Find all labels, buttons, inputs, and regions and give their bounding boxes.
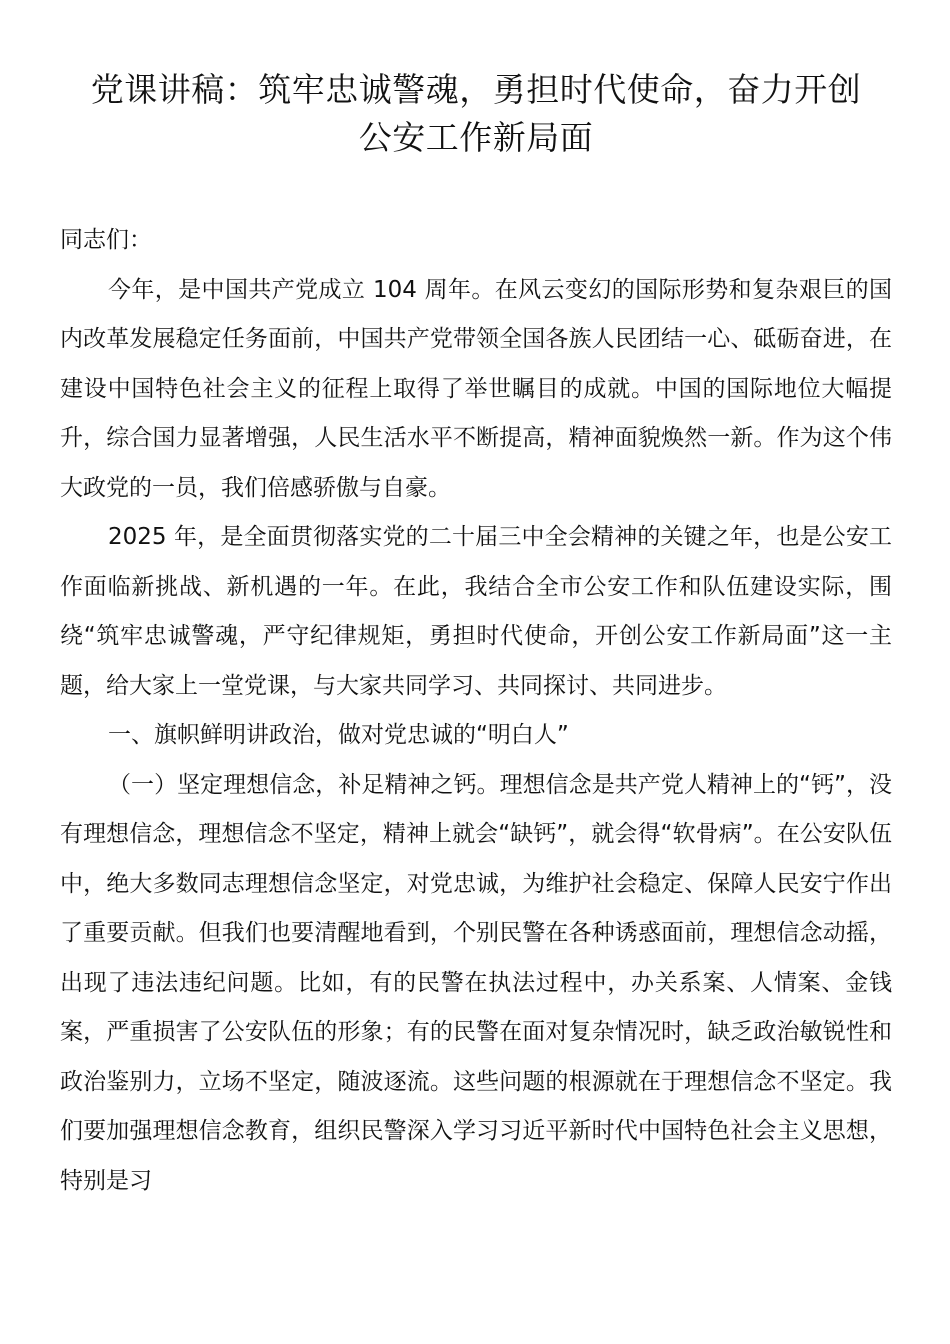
document-body	[60, 216, 892, 1206]
title-line-1: 党课讲稿：筑牢忠诚警魂，勇担时代使命，奋力开创	[90, 70, 862, 109]
paragraph-2: 2025 年，是全面贯彻落实党的二十届三中全会精神的关键之年，也是公安工作面临新挑战、新机遇的一年。在此，我结合全市公安工作和队伍建设实际，围绕“筑牢忠诚警魂，严守纪律规矩，勇担时代使命，开创公安工作新局面”这一主题，给大家上一堂党课，与大家共同学习、共同探讨、共同进步。	[60, 524, 892, 699]
subsection-paragraph-1: （一）坚定理想信念，补足精神之钙。理想信念是共产党人精神上的“钙”，没有理想信念，理想信念不坚定，精神上就会“缺钙”，就会得“软骨病”。在公安队伍中，绝大多数同志理想信念坚定，对党忠诚，为维护社会稳定、保障人民安宁作出了重要贡献。但我们也要清醒地看到，个别民警在各种诱惑面前，理想信念动摇，出现了违法违纪问题。比如，有的民警在执法过程中，办关系案、人情案、金钱案，严重损害了公安队伍的形象；有的民警在面对复杂情况时，缺乏政治敏锐性和政治鉴别力，立场不坚定，随波逐流。这些问题的根源就在于理想信念不坚定。我们要加强理想信念教育，组织民警深入学习习近平新时代中国特色社会主义思想，特别是习	[60, 771, 892, 1194]
title-line-2: 公安工作新局面	[358, 118, 594, 157]
section-heading-1: 一、旗帜鲜明讲政治，做对党忠诚的“明白人”	[108, 722, 569, 748]
document-title	[60, 66, 892, 162]
paragraph-1: 今年，是中国共产党成立 104 周年。在风云变幻的国际形势和复杂艰巨的国内改革发展稳定任务面前，中国共产党带领全国各族人民团结一心、砥砺奋进，在建设中国特色社会主义的征程上取得了举世瞩目的成就。中国的国际地位大幅提升，综合国力显著增强，人民生活水平不断提高，精神面貌焕然一新。作为这个伟大政党的一员，我们倍感骄傲与自豪。	[60, 276, 892, 501]
salutation: 同志们：	[60, 227, 152, 253]
